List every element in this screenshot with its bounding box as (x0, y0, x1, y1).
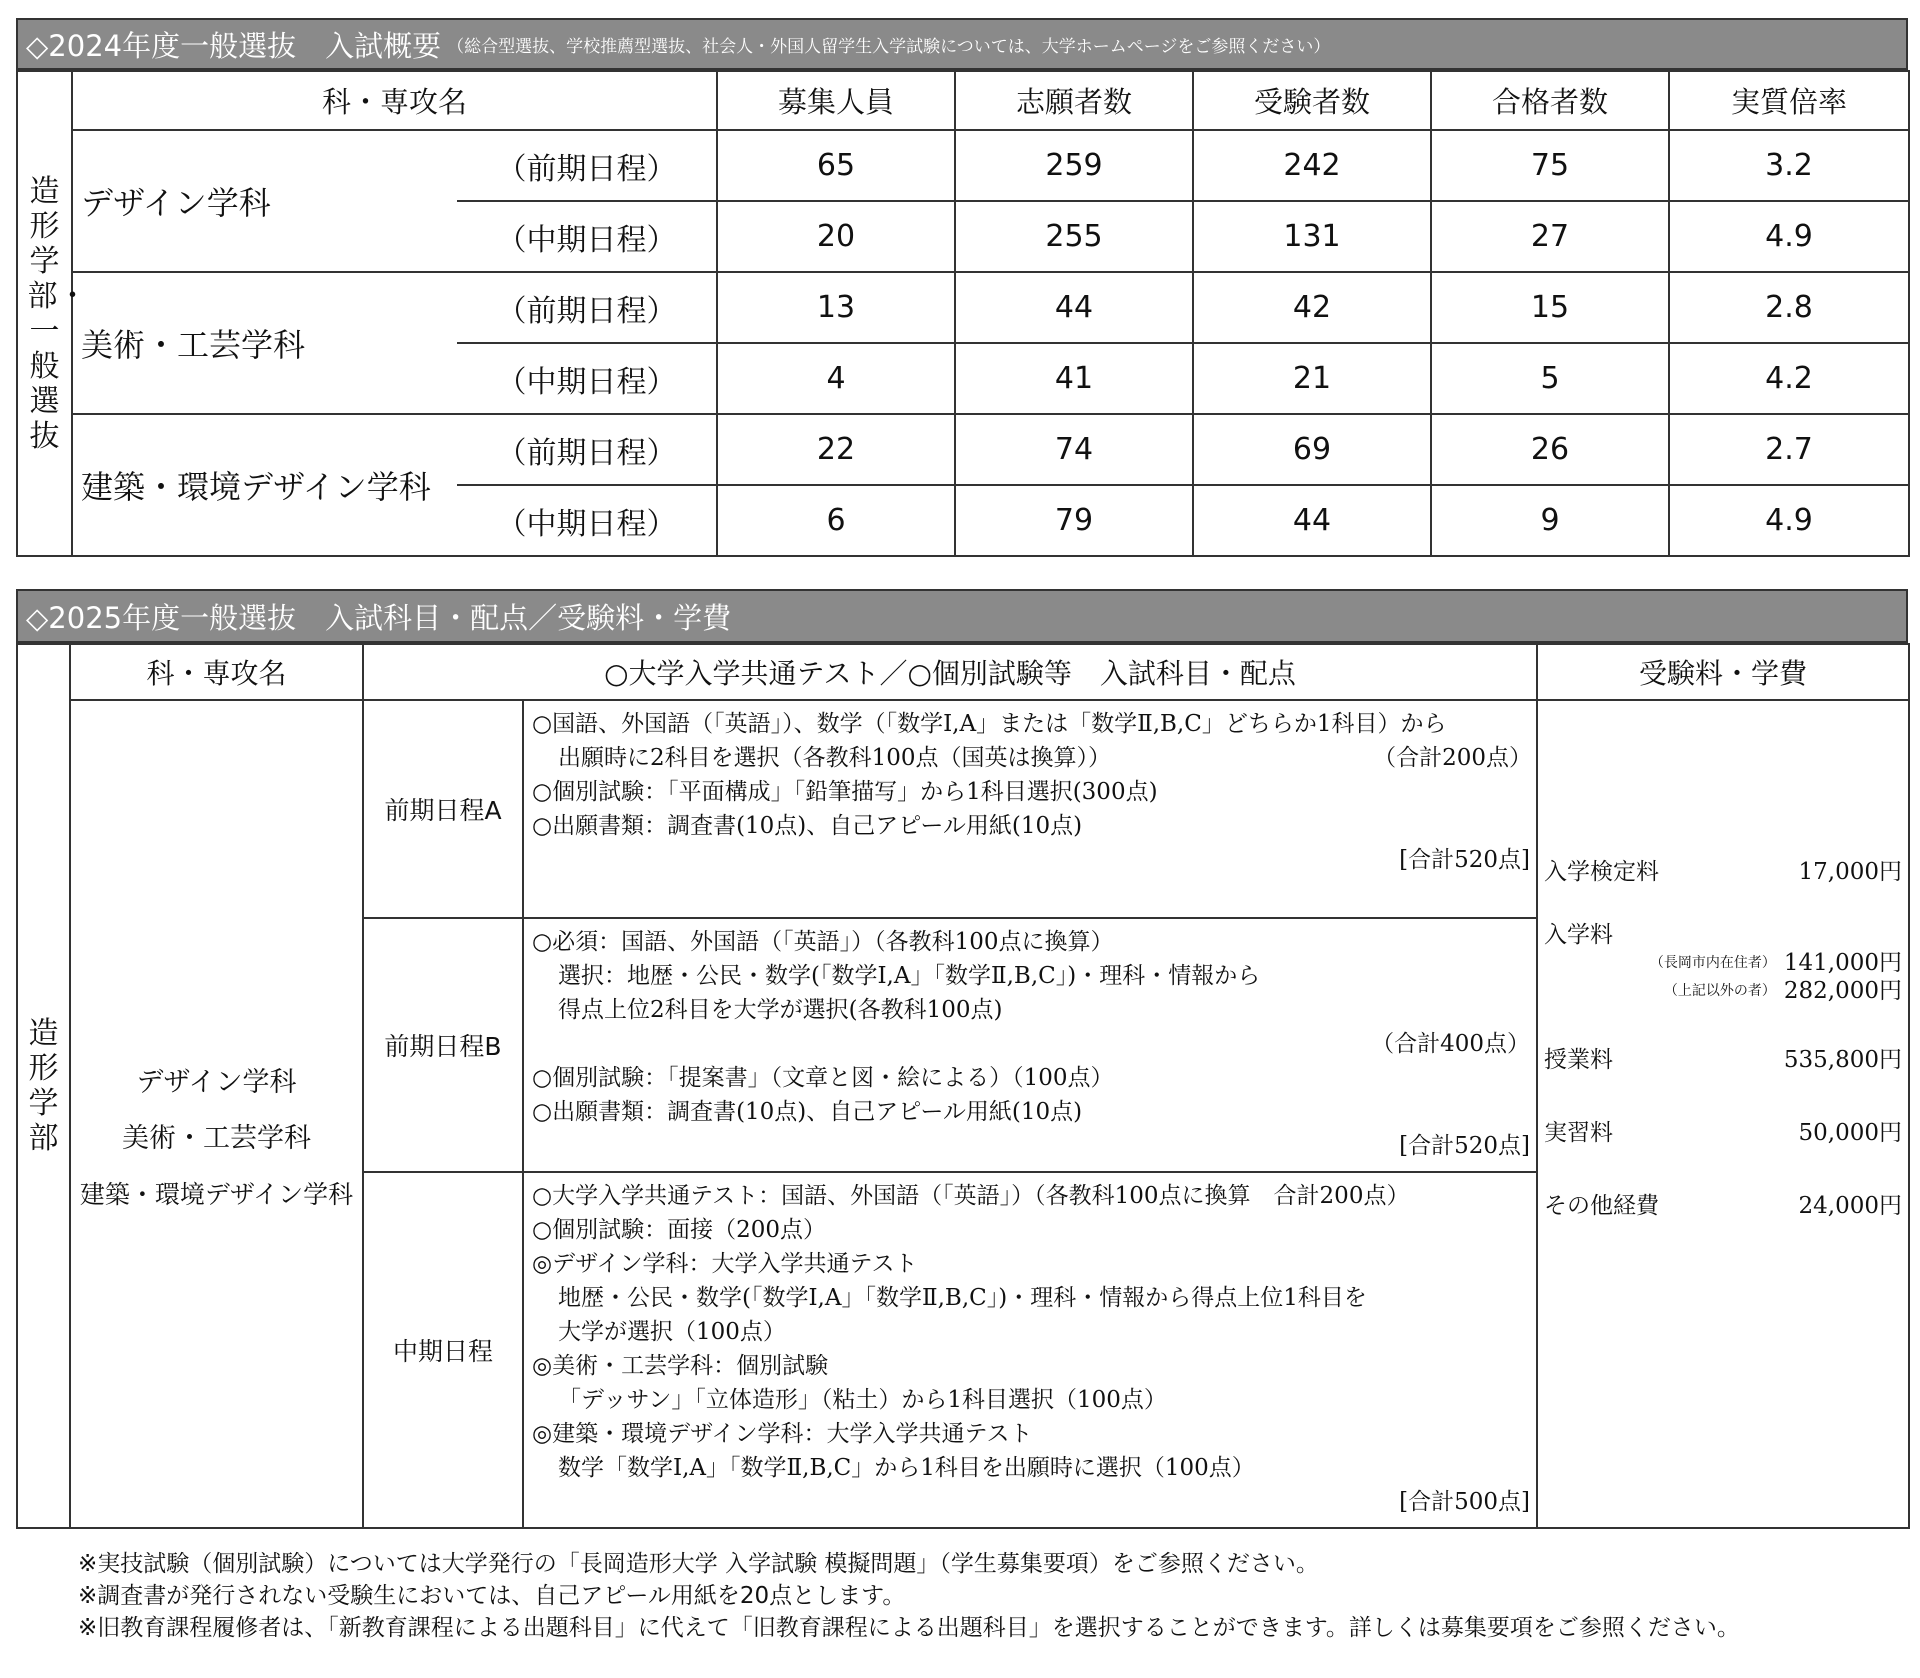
cell-examinees: 69 (1193, 414, 1431, 485)
cell-passed: 75 (1431, 130, 1669, 201)
footnotes (78, 1548, 1740, 1644)
section1-header (16, 18, 1908, 70)
header-capacity: 募集人員 (717, 71, 955, 130)
fee-admission: 入学料 (1544, 922, 1613, 948)
schedule-name: 前期日程A (363, 700, 523, 918)
table-row (17, 414, 1909, 485)
schedule-label: （中期日程） (457, 201, 717, 272)
schedule-label: （中期日程） (457, 343, 717, 414)
cell-passed: 9 (1431, 485, 1669, 556)
footnote: ※実技試験（個別試験）については大学発行の「長岡造形大学 入学試験 模擬問題」（学生募集要項）をご参照ください。 (78, 1551, 1319, 1577)
header-examinees: 受験者数 (1193, 71, 1431, 130)
header-passed: 合格者数 (1431, 71, 1669, 130)
fees-panel (1537, 700, 1909, 1528)
schedule-details: ○国語、外国語（「英語」）、数学（「数学Ⅰ,A」または「数学Ⅱ,B,C」どちらか1科目）から 出願時に2科目を選択（各教科100点（国英は換算）） （合計200点） ○個別試験：「平面構成」「鉛筆描写」から1科目選択(300点) ○出願書類：調査書(10点)、自己アピール用紙(10点) [合計520点] (523, 700, 1537, 918)
cell-applicants: 255 (955, 201, 1193, 272)
subjects-header-row (17, 644, 1909, 700)
exam-subjects-table (16, 643, 1910, 1529)
dept-architecture: 建築・環境デザイン学科 (79, 1180, 354, 1209)
cell-examinees: 21 (1193, 343, 1431, 414)
summary-header-row (17, 71, 1909, 130)
dept-name: 建築・環境デザイン学科 (72, 414, 457, 556)
section1-side-label: 造形学部・一般選抜 (17, 71, 72, 556)
fee-tuition: 授業料 535,800円 (1544, 1047, 1902, 1073)
cell-ratio: 4.9 (1669, 485, 1909, 556)
header-applicants: 志願者数 (955, 71, 1193, 130)
cell-examinees: 242 (1193, 130, 1431, 201)
schedule-details: ○必須：国語、外国語（「英語」）（各教科100点に換算） 選択：地歴・公民・数学(「数学Ⅰ,A」「数学Ⅱ,B,C」)・理科・情報から 得点上位2科目を大学が選択(各教科100点) （合計400点） ○個別試験：「提案書」（文章と図・絵による）（100点） ○出願書類：調査書(10点)、自己アピール用紙(10点) [合計520点] (523, 918, 1537, 1172)
cell-ratio: 3.2 (1669, 130, 1909, 201)
cell-examinees: 42 (1193, 272, 1431, 343)
cell-ratio: 4.2 (1669, 343, 1909, 414)
schedule-label: （前期日程） (457, 414, 717, 485)
fee-admission-local: （長岡市内在住者） 141,000円 (1649, 950, 1902, 976)
header-dept: 科・専攻名 (70, 644, 363, 700)
cell-capacity: 65 (717, 130, 955, 201)
cell-examinees: 131 (1193, 201, 1431, 272)
fee-practice: 実習料 50,000円 (1544, 1120, 1902, 1146)
cell-applicants: 259 (955, 130, 1193, 201)
footnote: ※調査書が発行されない受験生においては、自己アピール用紙を20点とします。 (78, 1583, 906, 1609)
dept-art-craft: 美術・工芸学科 (122, 1123, 311, 1154)
cell-passed: 27 (1431, 201, 1669, 272)
table-row (17, 700, 1909, 918)
header-ratio: 実質倍率 (1669, 71, 1909, 130)
schedule-name: 前期日程B (363, 918, 523, 1172)
cell-applicants: 74 (955, 414, 1193, 485)
section2-side-label: 造形学部 (17, 644, 70, 1528)
cell-capacity: 20 (717, 201, 955, 272)
cell-applicants: 44 (955, 272, 1193, 343)
cell-capacity: 6 (717, 485, 955, 556)
fee-other: その他経費 24,000円 (1544, 1193, 1902, 1219)
cell-passed: 5 (1431, 343, 1669, 414)
dept-design: デザイン学科 (136, 1067, 297, 1098)
schedule-label: （前期日程） (457, 130, 717, 201)
cell-passed: 26 (1431, 414, 1669, 485)
cell-ratio: 2.7 (1669, 414, 1909, 485)
schedule-details: ○大学入学共通テスト：国語、外国語（「英語」）（各教科100点に換算 合計200点） ○個別試験：面接（200点） ◎デザイン学科：大学入学共通テスト 地歴・公民・数学(「数学Ⅰ,A」「数学Ⅱ,B,C」)・理科・情報から得点上位1科目を 大学が選択（100点） ◎美術・工芸学科：個別試験 「デッサン」「立体造形」（粘土）から1科目選択（100点） ◎建築・環境デザイン学科：大学入学共通テスト 数学「数学Ⅰ,A」「数学Ⅱ,B,C」から1科目を出願時に選択（100点） [合計500点] (523, 1172, 1537, 1528)
section1-title: ◇2024年度一般選抜 入試概要 (26, 28, 442, 63)
cell-ratio: 2.8 (1669, 272, 1909, 343)
header-dept: 科・専攻名 (72, 71, 717, 130)
table-row (17, 130, 1909, 201)
table-row (17, 272, 1909, 343)
fee-admission-other: （上記以外の者） 282,000円 (1663, 978, 1902, 1004)
cell-passed: 15 (1431, 272, 1669, 343)
schedule-label: （中期日程） (457, 485, 717, 556)
cell-applicants: 41 (955, 343, 1193, 414)
admission-summary-table (16, 70, 1910, 557)
department-list (70, 700, 363, 1528)
schedule-label: （前期日程） (457, 272, 717, 343)
cell-capacity: 13 (717, 272, 955, 343)
cell-applicants: 79 (955, 485, 1193, 556)
cell-examinees: 44 (1193, 485, 1431, 556)
header-fees: 受験料・学費 (1537, 644, 1909, 700)
schedule-name: 中期日程 (363, 1172, 523, 1528)
cell-ratio: 4.9 (1669, 201, 1909, 272)
section2-title: ◇2025年度一般選抜 入試科目・配点／受験料・学費 (26, 600, 732, 635)
header-subjects: ○大学入学共通テスト／○個別試験等 入試科目・配点 (363, 644, 1537, 700)
fee-exam: 入学検定料 17,000円 (1544, 859, 1902, 885)
section1-subtitle: （総合型選抜、学校推薦型選抜、社会人・外国人留学生入学試験については、大学ホームページをご参照ください） (447, 36, 1331, 57)
footnote: ※旧教育課程履修者は、「新教育課程による出題科目」に代えて「旧教育課程による出題科目」を選択することができます。詳しくは募集要項をご参照ください。 (78, 1615, 1740, 1641)
dept-name: 美術・工芸学科 (72, 272, 457, 414)
section2-header (16, 589, 1908, 643)
cell-capacity: 4 (717, 343, 955, 414)
cell-capacity: 22 (717, 414, 955, 485)
dept-name: デザイン学科 (72, 130, 457, 272)
